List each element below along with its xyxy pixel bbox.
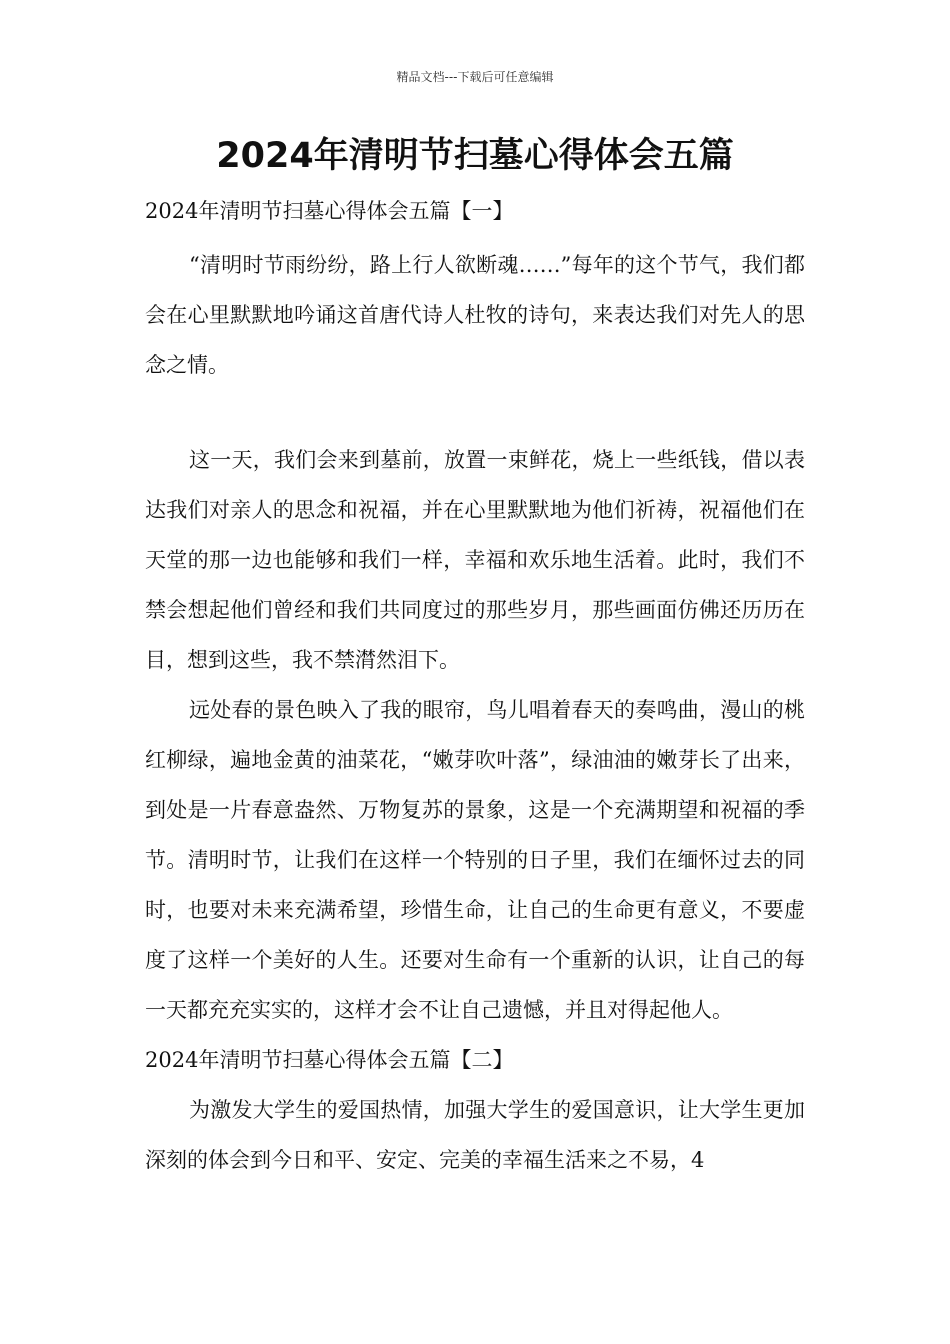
document-body [145,186,805,1185]
paragraph: 为激发大学生的爱国热情，加强大学生的爱国意识，让大学生更加深刻的体会到今日和平、安定、完美的幸福生活来之不易，4 [145,1098,805,1172]
section-heading-1: 2024年清明节扫墓心得体会五篇【一】 [145,199,514,223]
paragraph: 这一天，我们会来到墓前，放置一束鲜花，烧上一些纸钱，借以表达我们对亲人的思念和祝福，并在心里默默地为他们祈祷，祝福他们在天堂的那一边也能够和我们一样，幸福和欢乐地生活着。此时，我们不禁会想起他们曾经和我们共同度过的那些岁月，那些画面仿佛还历历在目，想到这些，我不禁潸然泪下。 [145,448,805,672]
section-heading-2: 2024年清明节扫墓心得体会五篇【二】 [145,1048,514,1072]
header-note: 精品文档---下载后可任意编辑 [396,70,554,84]
paragraph: “清明时节雨纷纷，路上行人欲断魂……”每年的这个节气，我们都会在心里默默地吟诵这首唐代诗人杜牧的诗句，来表达我们对先人的思念之情。 [145,253,805,377]
document-title: 2024年清明节扫墓心得体会五篇 [216,136,734,176]
paragraph: 远处春的景色映入了我的眼帘，鸟儿唱着春天的奏鸣曲，漫山的桃红柳绿，遍地金黄的油菜花，“嫩芽吹叶落”，绿油油的嫩芽长了出来，到处是一片春意盎然、万物复苏的景象，这是一个充满期望和祝福的季节。清明时节，让我们在这样一个特别的日子里，我们在缅怀过去的同时，也要对未来充满希望，珍惜生命，让自己的生命更有意义，不要虚度了这样一个美好的人生。还要对生命有一个重新的认识，让自己的每一天都充充实实的，这样才会不让自己遗憾，并且对得起他人。 [145,698,805,1022]
paragraph-spacer [145,390,805,435]
